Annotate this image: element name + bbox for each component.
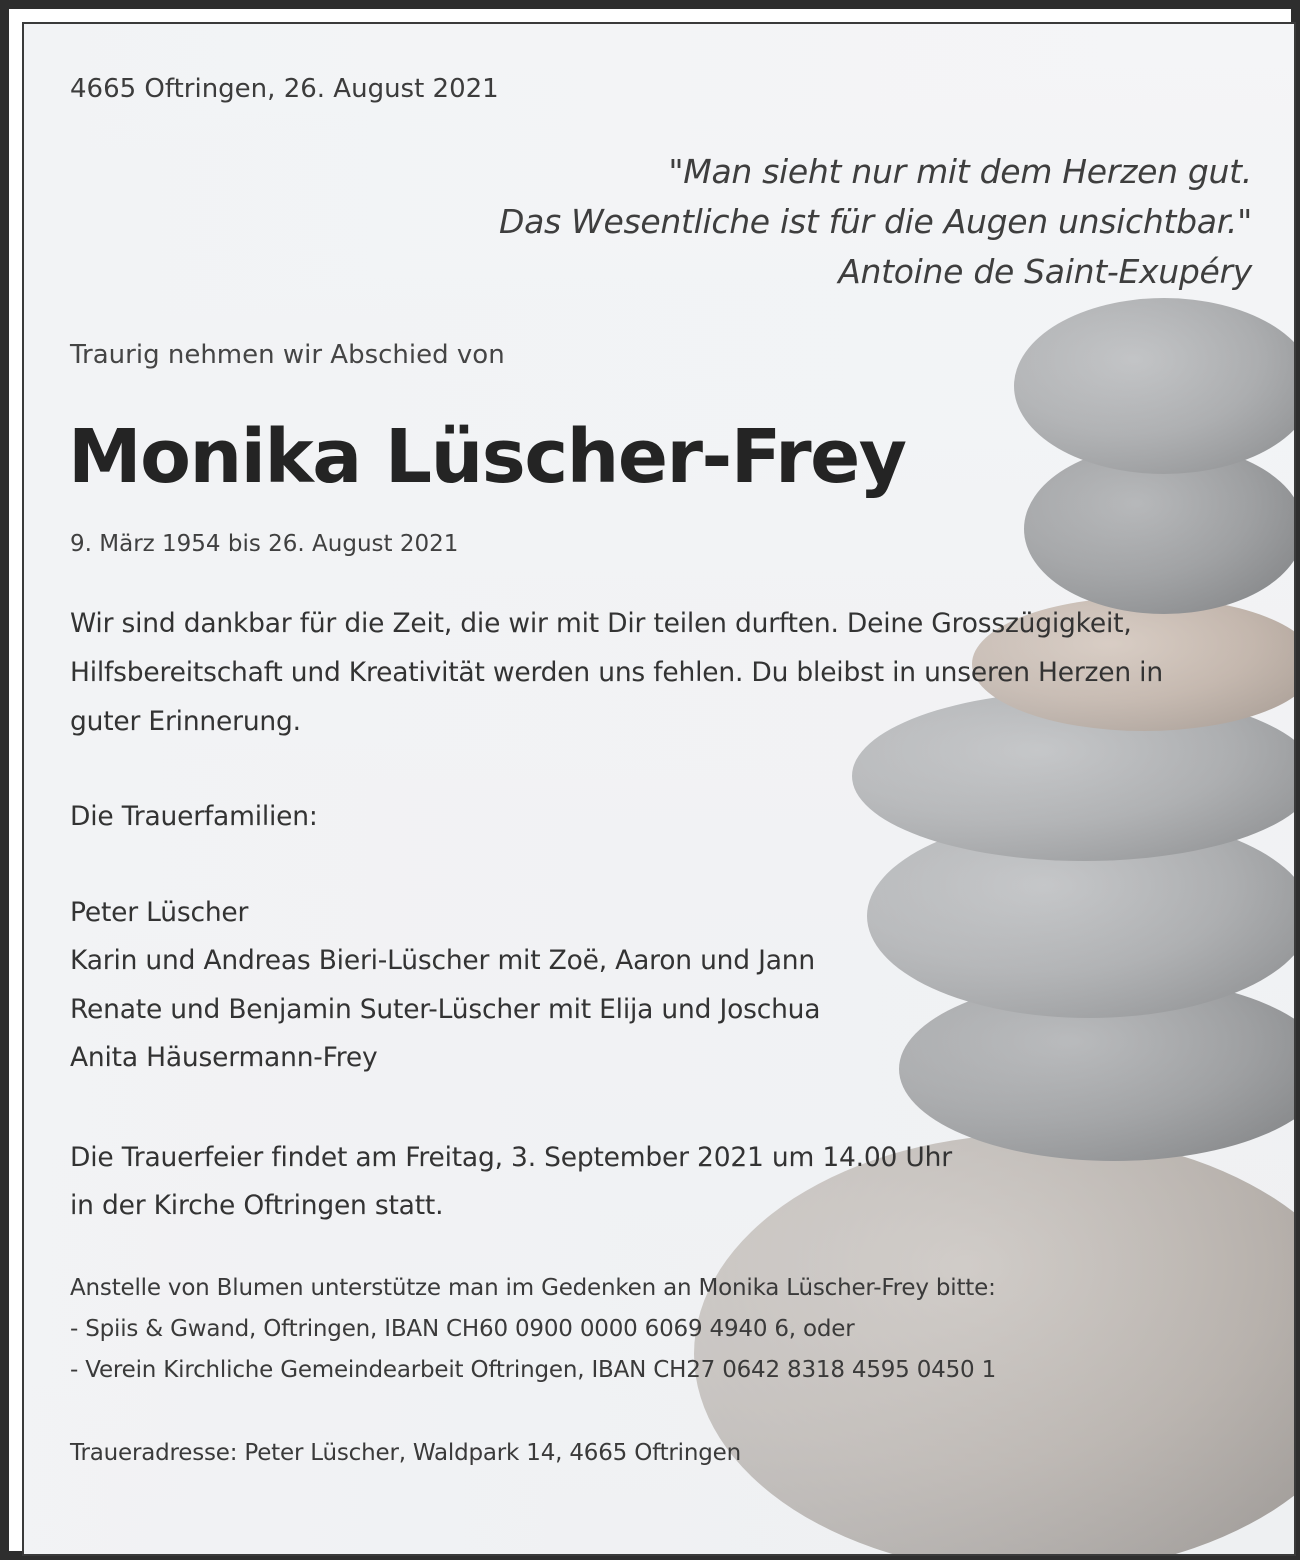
ceremony-line: in der Kirche Oftringen statt. <box>70 1190 444 1221</box>
deceased-name: Monika Lüscher-Frey <box>68 414 906 500</box>
donation-line: - Verein Kirchliche Gemeindearbeit Oftringen, IBAN CH27 0642 8318 4595 0450 1 <box>70 1357 997 1383</box>
mourning-address: Traueradresse: Peter Lüscher, Waldpark 14, 4665 Oftringen <box>70 1440 741 1466</box>
ceremony-line: Die Trauerfeier findet am Freitag, 3. September 2021 um 14.00 Uhr <box>70 1142 952 1173</box>
quote-author: Antoine de Saint-Exupéry <box>838 252 1252 291</box>
family-member: Karin und Andreas Bieri-Lüscher mit Zoë, Aaron und Jann <box>70 945 815 976</box>
obituary-card <box>22 22 1296 1556</box>
message-line: Hilfsbereitschaft und Kreativität werden uns fehlen. Du bleibst in unseren Herzen in <box>70 657 1163 688</box>
quote-line-2: Das Wesentliche ist für die Augen unsichtbar." <box>499 202 1252 241</box>
quote-line-1: "Man sieht nur mit dem Herzen gut. <box>668 152 1252 191</box>
message-line: guter Erinnerung. <box>70 706 301 737</box>
donation-line: Anstelle von Blumen unterstütze man im Gedenken an Monika Lüscher-Frey bitte: <box>70 1275 996 1301</box>
family-member: Anita Häusermann-Frey <box>70 1042 378 1073</box>
donation-line: - Spiis & Gwand, Oftringen, IBAN CH60 0900 0000 6069 4940 6, oder <box>70 1316 855 1342</box>
life-dates: 9. März 1954 bis 26. August 2021 <box>70 531 459 557</box>
family-member: Peter Lüscher <box>70 897 249 928</box>
family-member: Renate und Benjamin Suter-Lüscher mit Elija und Joschua <box>70 994 821 1025</box>
intro-text: Traurig nehmen wir Abschied von <box>70 340 505 370</box>
families-heading: Die Trauerfamilien: <box>70 801 318 832</box>
place-date: 4665 Oftringen, 26. August 2021 <box>70 74 499 104</box>
message-line: Wir sind dankbar für die Zeit, die wir mit Dir teilen durften. Deine Grosszügigkeit, <box>70 608 1132 639</box>
